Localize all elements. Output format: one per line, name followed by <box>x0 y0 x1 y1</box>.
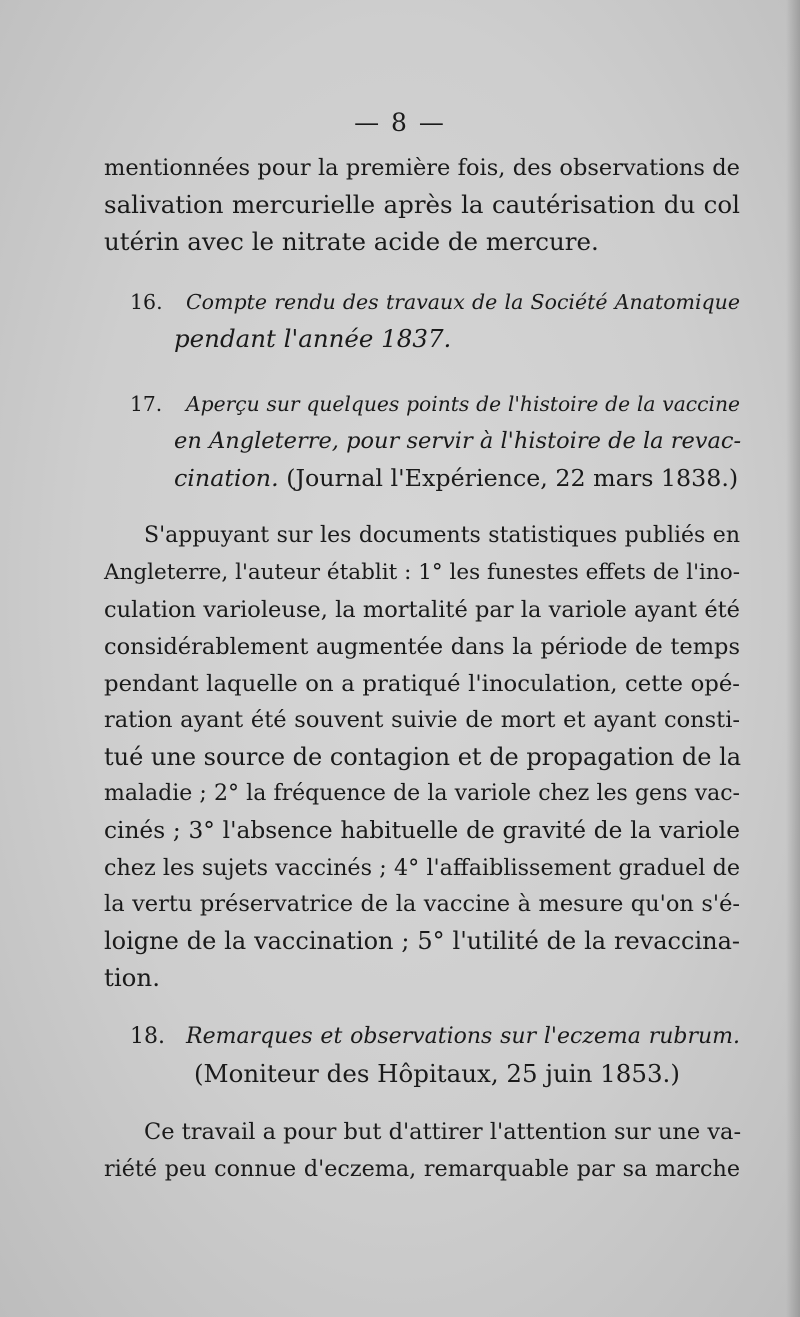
text-line: cinés ; 3° l'absence habituelle de gravité de la variole <box>104 816 740 844</box>
entry-title-continued: en Angleterre, pour servir à l'histoire de la revac- <box>174 427 742 454</box>
entry-number: 17. <box>130 391 163 416</box>
text-line: loigne de la vaccination ; 5° l'utilité de la revaccina- <box>104 927 740 956</box>
entry-first-line <box>104 284 740 321</box>
entry-title-end: cination. <box>174 463 279 492</box>
entry-number: 16. <box>130 290 163 315</box>
entry-source: (Journal l'Expérience, 22 mars 1838.) <box>278 463 739 492</box>
bibliography-entry-17 <box>104 386 740 496</box>
text-line: maladie ; 2° la fréquence de la variole chez les gens vac- <box>104 780 740 806</box>
text-line: tué une source de contagion et de propagation de la <box>104 743 742 772</box>
page-text <box>104 150 740 1188</box>
entry-first-line <box>104 386 740 423</box>
text-line: chez les sujets vaccinés ; 4° l'affaiblissement graduel de <box>104 854 740 881</box>
text-line: considérablement augmentée dans la période de temps <box>104 633 740 660</box>
bibliography-entry-16 <box>104 284 740 358</box>
text-line: S'appuyant sur les documents statistiques publiés en <box>144 523 740 549</box>
text-line: pendant laquelle on a pratiqué l'inoculation, cette opé- <box>104 670 740 697</box>
entry-title-continued: pendant l'année 1837. <box>174 324 452 354</box>
entry-number: 18. <box>130 1023 165 1049</box>
entry-17-abstract <box>104 518 740 996</box>
text-line: Ce travail a pour but d'attirer l'attention sur une va- <box>144 1119 742 1146</box>
entry-18-abstract <box>104 1114 740 1188</box>
entry-title: Aperçu sur quelques points de l'histoire de la vaccine <box>186 391 740 416</box>
text-line: ration ayant été souvent suivie de mort et ayant consti- <box>104 707 740 734</box>
entry-source: (Moniteur des Hôpitaux, 25 juin 1853.) <box>194 1058 680 1088</box>
entry-title: Compte rendu des travaux de la Société Anatomique <box>186 290 740 315</box>
entry-title: Remarques et observations sur l'eczema rubrum. <box>186 1023 740 1049</box>
text-line: tion. <box>104 962 160 992</box>
text-line: utérin avec le nitrate acide de mercure. <box>104 226 599 256</box>
text-line: Angleterre, l'auteur établit : 1° les funestes effets de l'ino- <box>104 560 740 586</box>
page-number: — 8 — <box>354 108 446 137</box>
text-line: riété peu connue d'eczema, remarquable par sa marche <box>104 1156 740 1183</box>
text-line: mentionnées pour la première fois, des observations de <box>104 155 740 181</box>
continued-paragraph <box>104 150 740 260</box>
text-line: salivation mercurielle après la cautérisation du col <box>104 189 740 219</box>
entry-source-line <box>104 460 740 497</box>
text-line: culation varioleuse, la mortalité par la variole ayant été <box>104 596 740 623</box>
text-line: la vertu préservatrice de la vaccine à mesure qu'on s'é- <box>104 891 740 918</box>
bibliography-entry-18 <box>104 1019 740 1093</box>
entry-first-line <box>104 1019 740 1056</box>
